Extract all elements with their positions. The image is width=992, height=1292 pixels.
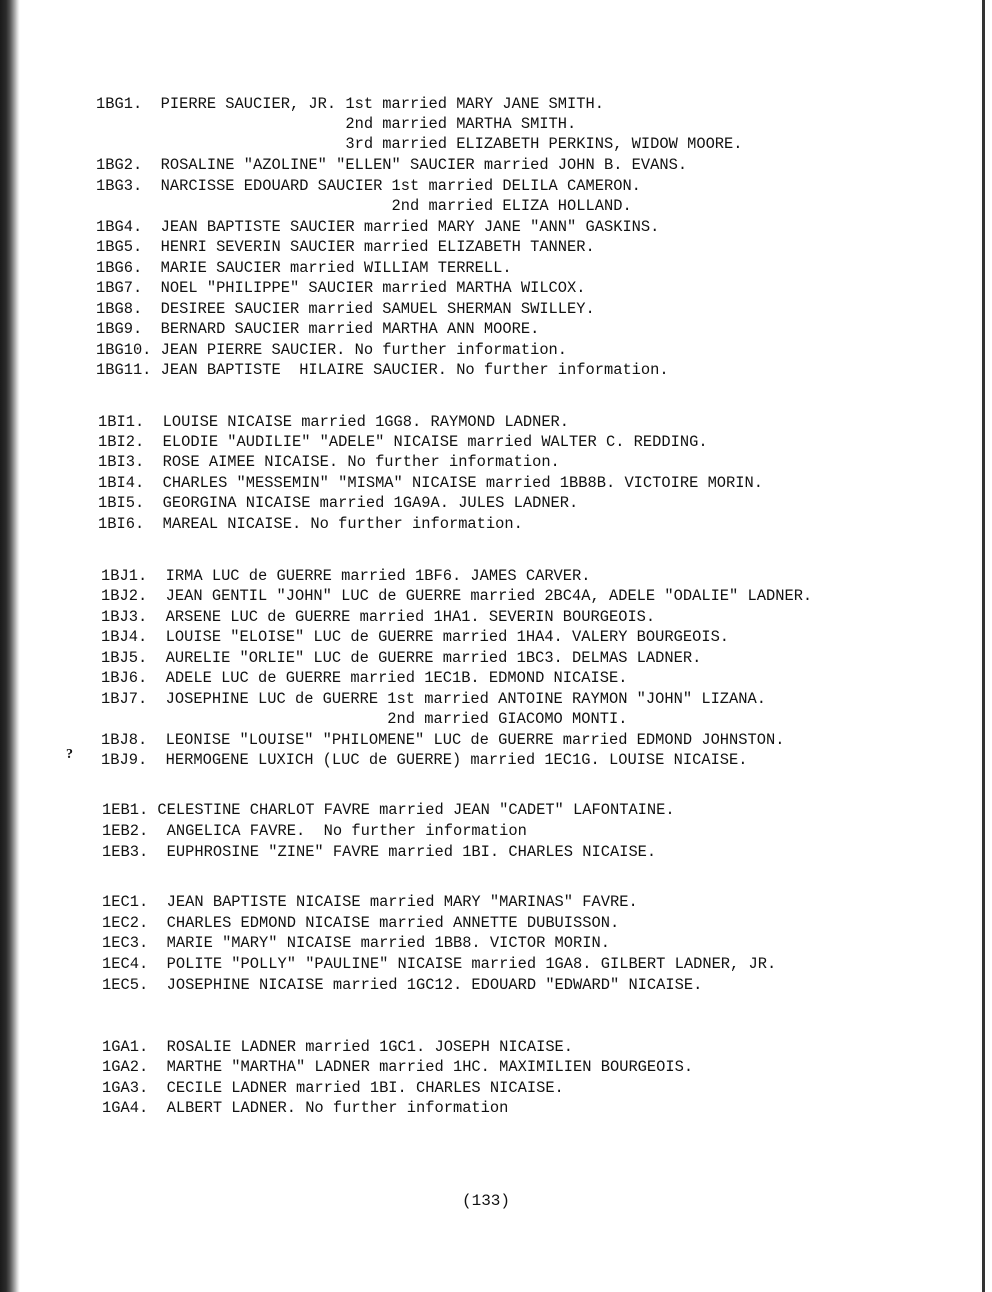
entry-line: 1BJ1. IRMA LUC de GUERRE married 1BF6. JAMES CARVER. (101, 567, 591, 585)
entry-line: 1BI3. ROSE AIMEE NICAISE. No further information. (98, 453, 560, 471)
entry-line: 1BG3. NARCISSE EDOUARD SAUCIER 1st married DELILA CAMERON. (96, 177, 641, 195)
entry-line: 1BI5. GEORGINA NICAISE married 1GA9A. JULES LADNER. (98, 494, 579, 512)
entry-line: 1BI4. CHARLES "MESSEMIN" "MISMA" NICAISE married 1BB8B. VICTOIRE MORIN. (98, 474, 763, 492)
entry-line: 1BJ2. JEAN GENTIL "JOHN" LUC de GUERRE married 2BC4A, ADELE "ODALIE" LADNER. (101, 587, 813, 605)
entry-line: 1EC4. POLITE "POLLY" "PAULINE" NICAISE married 1GA8. GILBERT LADNER, JR. (102, 955, 777, 973)
entry-line: 1BG10. JEAN PIERRE SAUCIER. No further information. (96, 341, 568, 359)
entry-line: 1BG8. DESIREE SAUCIER married SAMUEL SHERMAN SWILLEY. (96, 300, 595, 318)
entry-line: 1BJ4. LOUISE "ELOISE" LUC de GUERRE married 1HA4. VALERY BOURGEOIS. (101, 628, 730, 646)
entry-line: 1BG1. PIERRE SAUCIER, JR. 1st married MARY JANE SMITH. (96, 95, 604, 113)
entry-line: 1BG4. JEAN BAPTISTE SAUCIER married MARY JANE "ANN" GASKINS. (96, 218, 660, 236)
entry-line: 1BG9. BERNARD SAUCIER married MARTHA ANN MOORE. (96, 320, 540, 338)
entry-line: 1BI2. ELODIE "AUDILIE" "ADELE" NICAISE married WALTER C. REDDING. (98, 433, 708, 451)
scan-edge-right (982, 0, 985, 1292)
margin-mark: ? (66, 747, 73, 762)
entry-line: 1EB2. ANGELICA FAVRE. No further information (102, 822, 527, 840)
page-number: (133) (462, 1192, 511, 1210)
entry-line: 1EB3. EUPHROSINE "ZINE" FAVRE married 1BI. CHARLES NICAISE. (102, 843, 657, 861)
entry-line: 1GA3. CECILE LADNER married 1BI. CHARLES NICAISE. (102, 1079, 564, 1097)
entry-line: 1BI1. LOUISE NICAISE married 1GG8. RAYMOND LADNER. (98, 413, 570, 431)
entry-line: 1BG2. ROSALINE "AZOLINE" "ELLEN" SAUCIER married JOHN B. EVANS. (96, 156, 688, 174)
entry-line: 1BG6. MARIE SAUCIER married WILLIAM TERRELL. (96, 259, 512, 277)
entry-line: 2nd married MARTHA SMITH. (96, 115, 577, 133)
entry-line: 1GA4. ALBERT LADNER. No further information (102, 1099, 509, 1117)
entry-line: 1GA2. MARTHE "MARTHA" LADNER married 1HC. MAXIMILIEN BOURGEOIS. (102, 1058, 694, 1076)
entry-line: 2nd married GIACOMO MONTI. (101, 710, 628, 728)
entry-line: 1BJ5. AURELIE "ORLIE" LUC de GUERRE married 1BC3. DELMAS LADNER. (101, 649, 702, 667)
entry-line: 1EC1. JEAN BAPTISTE NICAISE married MARY "MARINAS" FAVRE. (102, 893, 638, 911)
entry-line: 2nd married ELIZA HOLLAND. (96, 197, 632, 215)
entry-line: 1BI6. MAREAL NICAISE. No further information. (98, 515, 523, 533)
entry-line: 1BJ8. LEONISE "LOUISE" "PHILOMENE" LUC de GUERRE married EDMOND JOHNSTON. (101, 731, 785, 749)
entry-line: 1BJ6. ADELE LUC de GUERRE married 1EC1B. EDMOND NICAISE. (101, 669, 628, 687)
entry-line: 1BJ7. JOSEPHINE LUC de GUERRE 1st married ANTOINE RAYMON "JOHN" LIZANA. (101, 690, 766, 708)
entry-line: 1EC5. JOSEPHINE NICAISE married 1GC12. EDOUARD "EDWARD" NICAISE. (102, 976, 703, 994)
entry-line: 1BJ9. HERMOGENE LUXICH (LUC de GUERRE) married 1EC1G. LOUISE NICAISE. (101, 751, 748, 769)
entry-line: 1BG5. HENRI SEVERIN SAUCIER married ELIZABETH TANNER. (96, 238, 595, 256)
scan-edge-left (0, 0, 20, 1292)
entry-line: 1EC2. CHARLES EDMOND NICAISE married ANNETTE DUBUISSON. (102, 914, 620, 932)
entry-line: 1BJ3. ARSENE LUC de GUERRE married 1HA1. SEVERIN BOURGEOIS. (101, 608, 656, 626)
entry-line: 1EB1. CELESTINE CHARLOT FAVRE married JEAN "CADET" LAFONTAINE. (102, 801, 675, 819)
entry-line: 1BG7. NOEL "PHILIPPE" SAUCIER married MARTHA WILCOX. (96, 279, 586, 297)
entry-line: 1BG11. JEAN BAPTISTE HILAIRE SAUCIER. No further information. (96, 361, 669, 379)
entry-line: 1EC3. MARIE "MARY" NICAISE married 1BB8. VICTOR MORIN. (102, 934, 610, 952)
entry-line: 3rd married ELIZABETH PERKINS, WIDOW MOORE. (96, 135, 743, 153)
entry-line: 1GA1. ROSALIE LADNER married 1GC1. JOSEPH NICAISE. (102, 1038, 574, 1056)
